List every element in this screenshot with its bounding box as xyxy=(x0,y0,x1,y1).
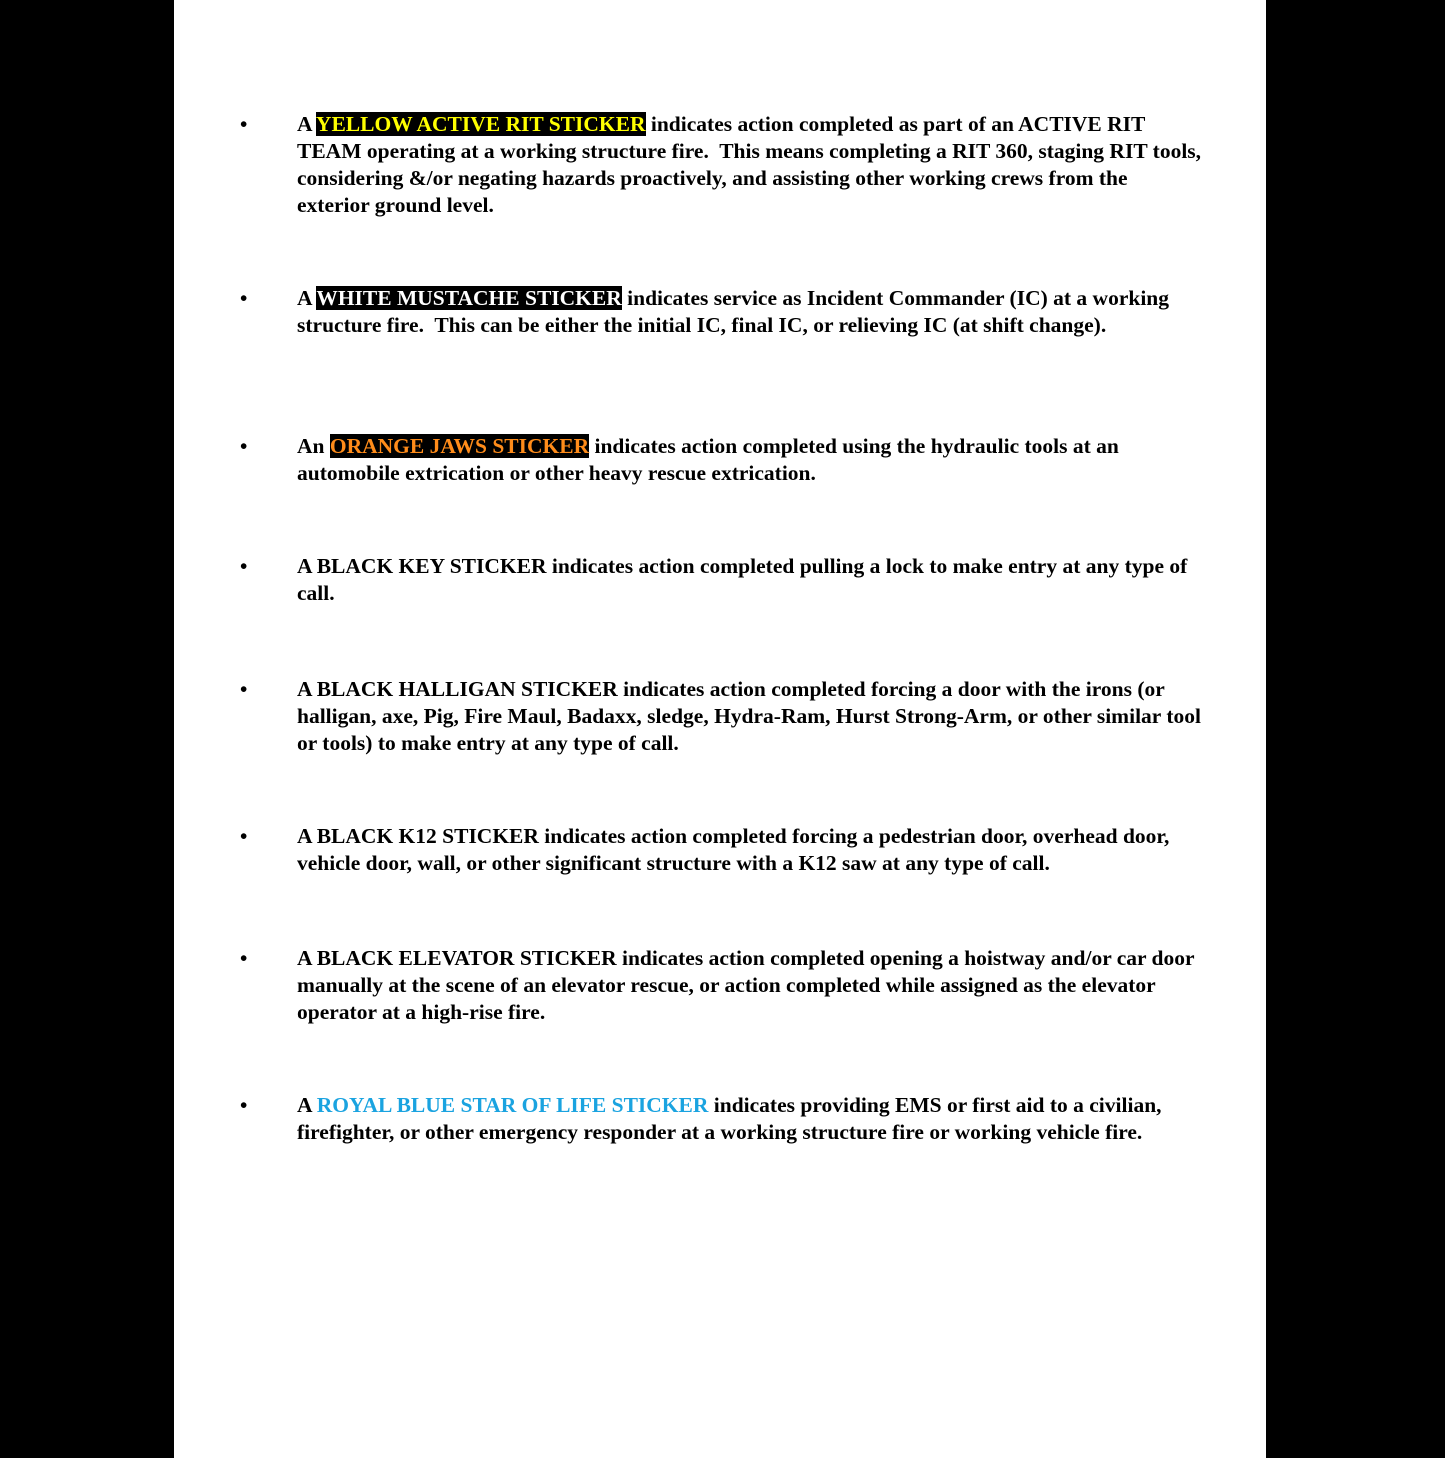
item-text xyxy=(297,433,1202,487)
item-prefix: A xyxy=(297,112,316,136)
item-text xyxy=(297,111,1207,219)
bullet: • xyxy=(240,677,248,701)
white-sticker-label: WHITE MUSTACHE STICKER xyxy=(316,286,622,310)
item-text xyxy=(297,1092,1202,1146)
item-text: A BLACK ELEVATOR STICKER indicates action completed opening a hoistway and/or car door manually at the scene of an elevator rescue, or action completed while assigned as the elevator operator at a high-rise fire. xyxy=(297,946,1200,1024)
orange-sticker-label: ORANGE JAWS STICKER xyxy=(329,434,590,458)
bullet: • xyxy=(240,434,248,458)
bullet: • xyxy=(240,1093,248,1117)
item-text: A BLACK KEY STICKER indicates action completed pulling a lock to make entry at any type of call. xyxy=(297,554,1193,605)
item-description: indicates service as Incident Commander (IC) at a working structure fire. This can be either the initial IC, final IC, or relieving IC (at shift change). xyxy=(297,286,1175,337)
document-page xyxy=(174,0,1266,1458)
yellow-sticker-label: YELLOW ACTIVE RIT STICKER xyxy=(315,112,646,136)
item-description: indicates action completed using the hydraulic tools at an automobile extrication or other heavy rescue extrication. xyxy=(297,434,1125,485)
item-description: indicates providing EMS or first aid to a civilian, firefighter, or other emergency responder at a working structure fire or working vehicle fire. xyxy=(297,1093,1167,1144)
item-text: A BLACK HALLIGAN STICKER indicates action completed forcing a door with the irons (or halligan, axe, Pig, Fire Maul, Badaxx, sledge, Hydra-Ram, Hurst Strong-Arm, or other similar tool or tools) to make entry at any type of call. xyxy=(297,677,1207,755)
item-text: A BLACK K12 STICKER indicates action completed forcing a pedestrian door, overhead door, vehicle door, wall, or other significant structure with a K12 saw at any type of call. xyxy=(297,824,1175,875)
item-text xyxy=(297,285,1202,339)
bullet: • xyxy=(240,824,248,848)
item-prefix: A xyxy=(297,1093,317,1117)
bullet: • xyxy=(240,946,248,970)
bullet: • xyxy=(240,286,248,310)
item-prefix: An xyxy=(297,434,330,458)
item-description: indicates action completed as part of an ACTIVE RIT TEAM operating at a working structure fire. This means completing a RIT 360, staging RIT tools, considering &/or negating hazards proactively, and assisting other working crews from the exterior ground level. xyxy=(297,112,1207,217)
bullet: • xyxy=(240,554,248,578)
item-prefix: A xyxy=(297,286,317,310)
blue-sticker-label: ROYAL BLUE STAR OF LIFE STICKER xyxy=(316,1093,709,1117)
bullet: • xyxy=(240,112,248,136)
